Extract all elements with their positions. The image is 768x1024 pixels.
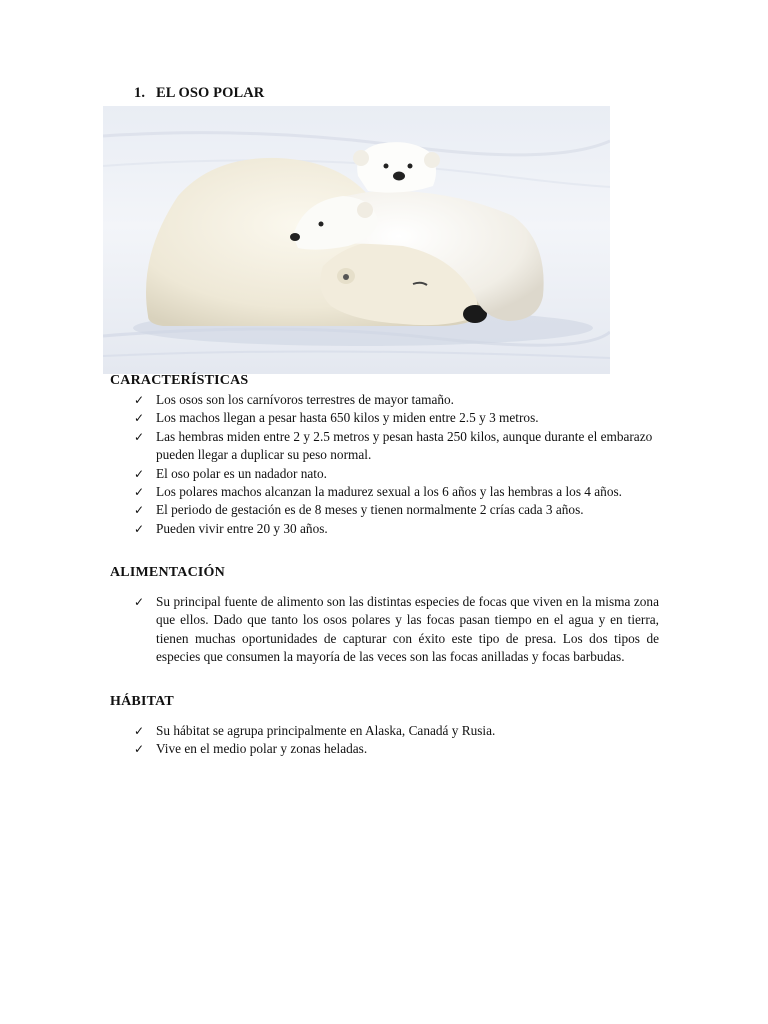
list-item-text: Los machos llegan a pesar hasta 650 kilos y miden entre 2.5 y 3 metros. [156, 410, 539, 426]
habitat-heading: HÁBITAT [110, 694, 174, 709]
list-item [134, 428, 656, 465]
list-item [134, 740, 659, 758]
list-item [134, 391, 659, 409]
list-item-text: Vive en el medio polar y zonas heladas. [156, 741, 368, 757]
checkmark-icon: ✓ [134, 595, 145, 609]
polar-bears-photo [103, 106, 610, 374]
list-item [134, 465, 659, 483]
list-item-text: Su hábitat se agrupa principalmente en Alaska, Canadá y Rusia. [156, 723, 496, 738]
caracteristicas-heading: CARACTERÍSTICAS [110, 373, 249, 388]
checkmark-icon: ✓ [134, 742, 145, 757]
habitat-list [134, 722, 659, 759]
list-item-text: Pueden vivir entre 20 y 30 años. [156, 520, 328, 536]
caracteristicas-list [134, 391, 659, 538]
list-item-text: El oso polar es un nadador nato. [156, 465, 327, 481]
section-title-text: EL OSO POLAR [156, 85, 265, 101]
list-item [134, 722, 659, 740]
checkmark-icon: ✓ [134, 393, 145, 407]
section-title [134, 85, 264, 102]
checkmark-icon: ✓ [134, 485, 145, 500]
checkmark-icon: ✓ [134, 724, 145, 738]
checkmark-icon: ✓ [134, 521, 145, 536]
checkmark-icon: ✓ [134, 411, 145, 426]
alimentacion-list [134, 593, 659, 667]
list-item-text: Su principal fuente de alimento son las distintas especies de focas que viven en la misma zona que ellos. Dado que tanto los osos polares y las focas pasan tiempo en el agua y en tierra, tienen muchas oportunidades de capturar con éxito este tipo de presa. Los dos tipos de especies que consumen la mayoría de las veces son las focas anilladas y focas barbudas. [156, 594, 659, 665]
checkmark-icon: ✓ [134, 466, 145, 481]
list-item-text: El periodo de gestación es de 8 meses y tienen normalmente 2 crías cada 3 años. [156, 502, 584, 518]
list-item [134, 593, 659, 667]
checkmark-icon: ✓ [134, 429, 145, 444]
list-item-text: Los osos son los carnívoros terrestres de mayor tamaño. [156, 392, 455, 407]
list-item [134, 409, 659, 427]
list-item [134, 483, 656, 501]
list-item-text: Las hembras miden entre 2 y 2.5 metros y pesan hasta 250 kilos, aunque durante el embarazo pueden llegar a duplicar su peso normal. [156, 428, 653, 463]
list-item-text: Los polares machos alcanzan la madurez sexual a los 6 años y las hembras a los 4 años. [156, 484, 622, 500]
polar-bears-illustration [103, 106, 610, 374]
list-item [134, 501, 659, 519]
alimentacion-heading: ALIMENTACIÓN [110, 565, 225, 580]
section-number: 1. [134, 85, 146, 101]
list-item [134, 520, 659, 538]
checkmark-icon: ✓ [134, 503, 145, 518]
